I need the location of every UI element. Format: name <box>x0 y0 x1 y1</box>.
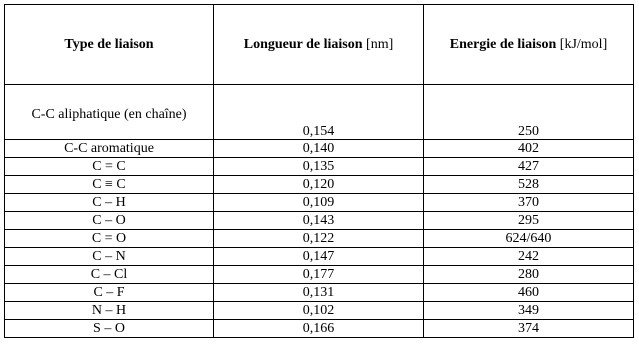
cell-bond-type: C = O <box>5 230 214 248</box>
cell-bond-type: C – Cl <box>5 266 214 284</box>
cell-bond-type: C – H <box>5 194 214 212</box>
cell-bond-type: C-C aliphatique (en chaîne) <box>5 85 214 140</box>
table-body <box>5 85 634 338</box>
table-row <box>5 230 634 248</box>
cell-bond-energy: 250 <box>424 85 634 140</box>
cell-bond-type: C – F <box>5 284 214 302</box>
header-bond-type <box>5 5 214 85</box>
header-bond-length-label: Longueur de liaison <box>243 36 363 52</box>
cell-bond-length: 0,131 <box>214 284 424 302</box>
table-row <box>5 302 634 320</box>
cell-bond-energy: 528 <box>424 176 634 194</box>
table-row <box>5 140 634 158</box>
cell-bond-energy: 374 <box>424 320 634 338</box>
cell-bond-energy: 402 <box>424 140 634 158</box>
cell-bond-energy: 624/640 <box>424 230 634 248</box>
header-bond-energy-label: Energie de liaison <box>449 36 557 52</box>
table-row <box>5 284 634 302</box>
table-header <box>5 5 634 85</box>
cell-bond-type: C – O <box>5 212 214 230</box>
cell-bond-length: 0,122 <box>214 230 424 248</box>
cell-bond-type: C – N <box>5 248 214 266</box>
bond-table <box>4 4 634 338</box>
cell-bond-energy: 370 <box>424 194 634 212</box>
table-row <box>5 194 634 212</box>
table-row <box>5 266 634 284</box>
header-bond-length-unit: [nm] <box>362 36 394 52</box>
table-row <box>5 85 634 140</box>
cell-bond-length: 0,177 <box>214 266 424 284</box>
table-row <box>5 212 634 230</box>
cell-bond-length: 0,135 <box>214 158 424 176</box>
cell-bond-length: 0,140 <box>214 140 424 158</box>
cell-bond-length: 0,109 <box>214 194 424 212</box>
cell-bond-energy: 280 <box>424 266 634 284</box>
cell-bond-type: S – O <box>5 320 214 338</box>
cell-bond-type: C ≡ C <box>5 176 214 194</box>
header-bond-type-label: Type de liaison <box>64 36 154 52</box>
cell-bond-energy: 460 <box>424 284 634 302</box>
table-row <box>5 158 634 176</box>
cell-bond-energy: 295 <box>424 212 634 230</box>
cell-bond-type: N – H <box>5 302 214 320</box>
header-bond-length <box>214 5 424 85</box>
cell-bond-type: C = C <box>5 158 214 176</box>
cell-bond-energy: 242 <box>424 248 634 266</box>
header-row <box>5 5 634 85</box>
cell-bond-energy: 427 <box>424 158 634 176</box>
cell-bond-length: 0,120 <box>214 176 424 194</box>
table-row <box>5 320 634 338</box>
cell-bond-length: 0,143 <box>214 212 424 230</box>
table-row <box>5 248 634 266</box>
cell-bond-length: 0,102 <box>214 302 424 320</box>
cell-bond-length: 0,166 <box>214 320 424 338</box>
cell-bond-type: C-C aromatique <box>5 140 214 158</box>
cell-bond-energy: 349 <box>424 302 634 320</box>
cell-bond-length: 0,154 <box>214 85 424 140</box>
table-row <box>5 176 634 194</box>
header-bond-energy <box>424 5 634 85</box>
header-bond-energy-unit: [kJ/mol] <box>556 36 608 52</box>
cell-bond-length: 0,147 <box>214 248 424 266</box>
